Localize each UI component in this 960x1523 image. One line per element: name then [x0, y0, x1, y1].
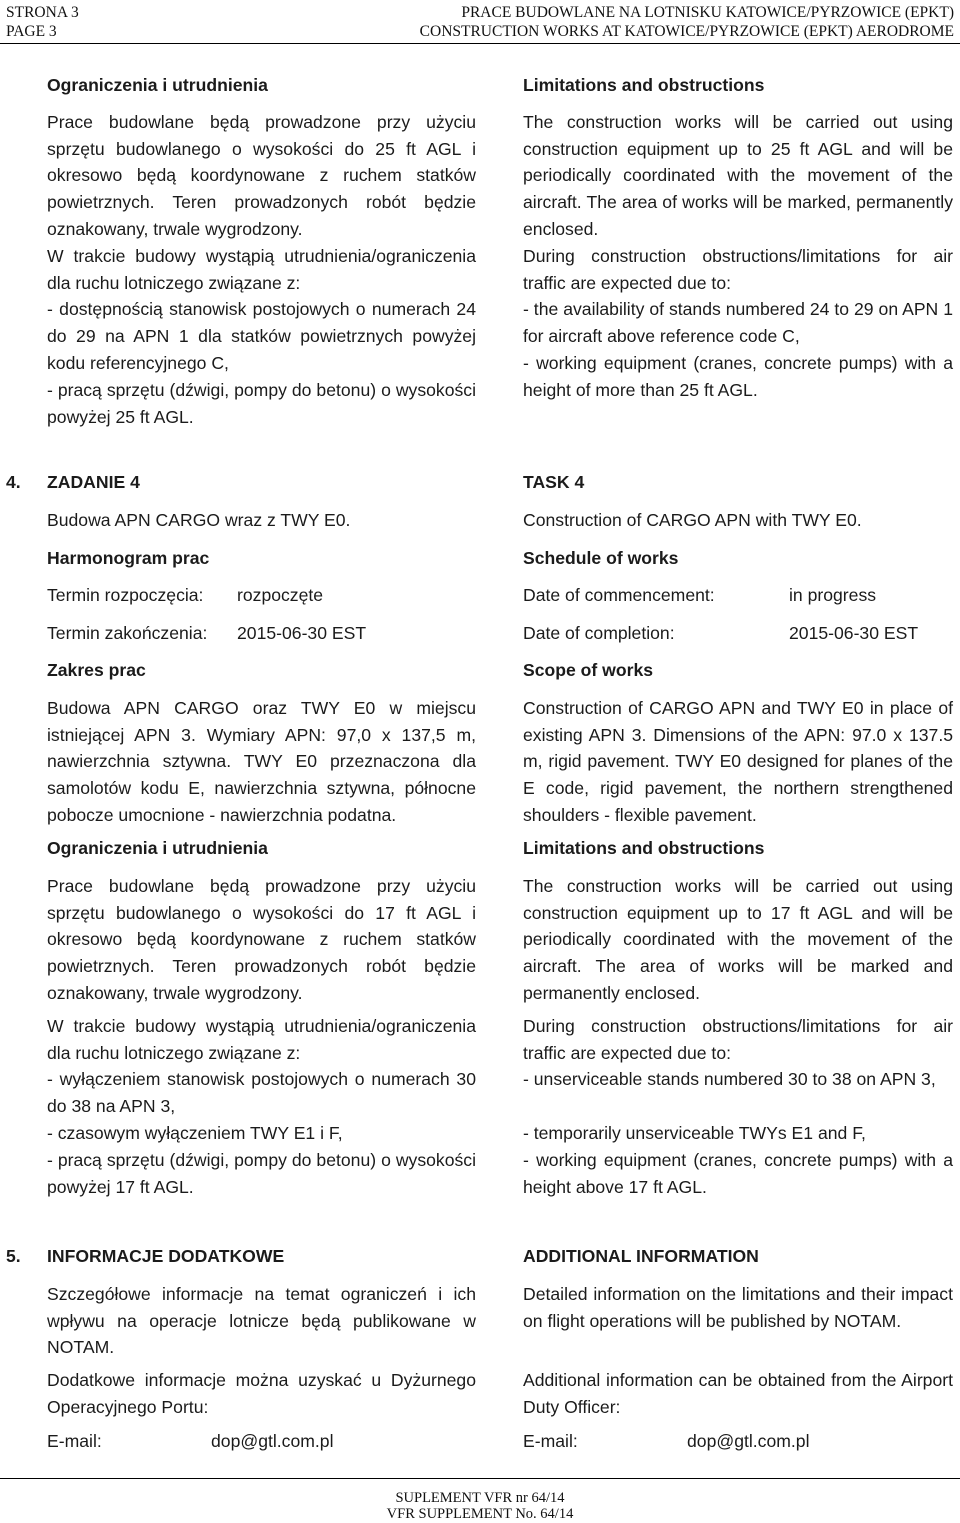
section-5-title-pl: INFORMACJE DODATKOWE — [47, 1246, 285, 1266]
page-number-pl: STRONA 3 — [6, 4, 79, 21]
limits-item2-pl: - pracą sprzętu (dźwigi, pompy do betonu) o wysokości powyżej 25 ft AGL. — [47, 379, 476, 427]
limits-para2-en: During construction obstructions/limitations for air traffic are expected due to: — [523, 245, 953, 293]
task4-limits-en — [523, 835, 953, 1201]
section-5-para2-pl: Dodatkowe informacje można uzyskać u Dyżurnego Operacyjnego Portu: — [47, 1370, 476, 1417]
document-title — [420, 3, 954, 41]
task4-limits-para1-en: The construction works will be carried out using construction equipment up to 17 ft AGL and will be periodically coordinated with the movement of the aircraft. The area of works will be marked and permanently enclosed. — [523, 875, 953, 1003]
task4-limits-pl — [47, 835, 476, 1200]
limits-heading-pl: Ograniczenia i utrudnienia — [47, 75, 268, 95]
section-4-title-en: TASK 4 — [523, 472, 585, 492]
task4-limits-para2-pl: W trakcie budowy wystąpią utrudnienia/ograniczenia dla ruchu lotniczego związane z: — [47, 1015, 476, 1063]
document-title-en: CONSTRUCTION WORKS AT KATOWICE/PYRZOWICE (EPKT) AERODROME — [419, 23, 954, 40]
section-4-subtitle-pl: Budowa APN CARGO wraz z TWY E0. — [47, 509, 351, 530]
end-label-en: Date of completion: — [523, 623, 675, 643]
start-label-en: Date of commencement: — [523, 585, 715, 605]
section-5-number: 5. — [6, 1246, 21, 1266]
section-4-header-pl — [47, 469, 476, 571]
section-5-para1-pl: Szczegółowe informacje na temat ograniczeń i ich wpływu na operacje lotnicze będą publikowane w NOTAM. — [47, 1283, 476, 1358]
task4-limits-item3-en: - working equipment (cranes, concrete pumps) with a height above 17 ft AGL. — [523, 1149, 953, 1197]
start-value-pl: rozpoczęte — [237, 585, 324, 605]
email-label-pl: E-mail: — [47, 1431, 102, 1451]
task4-limits-para2-en: During construction obstructions/limitations for air traffic are expected due to: — [523, 1015, 953, 1063]
schedule-heading-pl: Harmonogram prac — [47, 547, 210, 568]
header-rule — [0, 43, 960, 44]
supplement-number-en: VFR SUPPLEMENT No. 64/14 — [386, 1506, 574, 1522]
section-4-title-pl: ZADANIE 4 — [47, 472, 140, 492]
task4-limits-item1-pl: - wyłączeniem stanowisk postojowych o numerach 30 do 38 na APN 3, — [47, 1069, 476, 1117]
end-value-en: 2015-06-30 EST — [789, 623, 919, 643]
document-title-pl: PRACE BUDOWLANE NA LOTNISKU KATOWICE/PYRZOWICE (EPKT) — [461, 4, 954, 21]
scope-text-en: Construction of CARGO APN and TWY E0 in place of existing APN 3. Dimensions of the APN: 97.0 x 137.5 m, rigid pavement. TWY E0 designed for planes of the E code, rigid pavement, the northern strengthened shoulders - flexible pavement. — [523, 697, 953, 825]
task4-limits-para1-pl: Prace budowlane będą prowadzone przy użyciu sprzętu budowlanego o wysokości do 17 ft AGL i okresowo będą koordynowane z ruchem statków powietrznych. Teren prowadzonych robót będzie oznakowany, trwale wygrodzony. — [47, 875, 476, 1003]
supplement-number — [0, 1490, 960, 1522]
email-label-en: E-mail: — [523, 1431, 578, 1451]
limits-item1-pl: - dostępnością stanowisk postojowych o numerach 24 do 29 na APN 1 dla statków powietrznych powyżej kodu referencyjnego C, — [47, 299, 476, 373]
limits-para1-en: The construction works will be carried out using construction equipment up to 25 ft AGL and will be periodically coordinated with the movement of the aircraft. The area of works will be marked, permanently enclosed. — [523, 111, 953, 239]
limits-heading-en: Limitations and obstructions — [523, 75, 765, 95]
scope-heading-pl: Zakres prac — [47, 660, 146, 680]
section-5-para2-en: Additional information can be obtained from the Airport Duty Officer: — [523, 1370, 953, 1418]
task4-limits-item2-pl: - czasowym wyłączeniem TWY E1 i F, — [47, 1122, 343, 1143]
email-link-en[interactable]: dop@gtl.com.pl — [687, 1431, 810, 1451]
task4-limits-item3-pl: - pracą sprzętu (dźwigi, pompy do betonu) o wysokości powyżej 17 ft AGL. — [47, 1149, 476, 1197]
limits-para1-pl: Prace budowlane będą prowadzone przy użyciu sprzętu budowlanego o wysokości do 25 ft AGL i okresowo będą koordynowane z ruchem statków powietrznych. Teren prowadzonych robót będzie oznakowany, trwale wygrodzony. — [47, 111, 476, 239]
scope-text-pl: Budowa APN CARGO oraz TWY E0 w miejscu istniejącej APN 3. Wymiary APN: 97,0 x 137,5 m, nawierzchnia sztywna. TWY E0 przeznaczona dla samolotów kodu E, nawierzchnia sztywna, północne pobocze umocnione - nawierzchnia podatna. — [47, 697, 476, 825]
scope-block-pl — [47, 657, 476, 829]
footer-rule — [0, 1478, 960, 1479]
schedule-heading-en: Schedule of works — [523, 547, 679, 568]
section-5-en — [523, 1243, 953, 1421]
section-4-header-en — [523, 469, 953, 571]
page-number-en: PAGE 3 — [6, 23, 57, 40]
scope-block-en — [523, 657, 953, 829]
end-label-pl: Termin zakończenia: — [47, 623, 208, 643]
section-4-subtitle-en: Construction of CARGO APN with TWY E0. — [523, 509, 862, 530]
email-link-pl[interactable]: dop@gtl.com.pl — [211, 1431, 334, 1451]
start-label-pl: Termin rozpoczęcia: — [47, 585, 204, 605]
start-value-en: in progress — [789, 585, 877, 605]
supplement-number-pl: SUPLEMENT VFR nr 64/14 — [395, 1490, 565, 1506]
top-block-pl — [47, 72, 476, 430]
task4-limits-item2-en: - temporarily unserviceable TWYs E1 and F, — [523, 1123, 866, 1144]
page-number — [6, 3, 79, 41]
section-4-number: 4. — [6, 472, 21, 492]
limits-para2-pl: W trakcie budowy wystąpią utrudnienia/ograniczenia dla ruchu lotniczego związane z: — [47, 245, 476, 293]
end-value-pl: 2015-06-30 EST — [237, 623, 367, 643]
top-block-en — [523, 72, 953, 404]
task4-limits-heading-en: Limitations and obstructions — [523, 838, 765, 858]
section-5-pl — [47, 1243, 476, 1421]
section-5-para1-en: Detailed information on the limitations and their impact on flight operations will be published by NOTAM. — [523, 1283, 953, 1331]
task4-limits-item1-en: - unserviceable stands numbered 30 to 38 on APN 3, — [523, 1069, 936, 1090]
limits-item1-en: - the availability of stands numbered 24 to 29 on APN 1 for aircraft above reference code C, — [523, 299, 953, 347]
limits-item2-en: - working equipment (cranes, concrete pumps) with a height of more than 25 ft AGL. — [523, 352, 953, 400]
section-5-title-en: ADDITIONAL INFORMATION — [523, 1246, 759, 1266]
task4-limits-heading-pl: Ograniczenia i utrudnienia — [47, 838, 268, 858]
scope-heading-en: Scope of works — [523, 660, 654, 680]
